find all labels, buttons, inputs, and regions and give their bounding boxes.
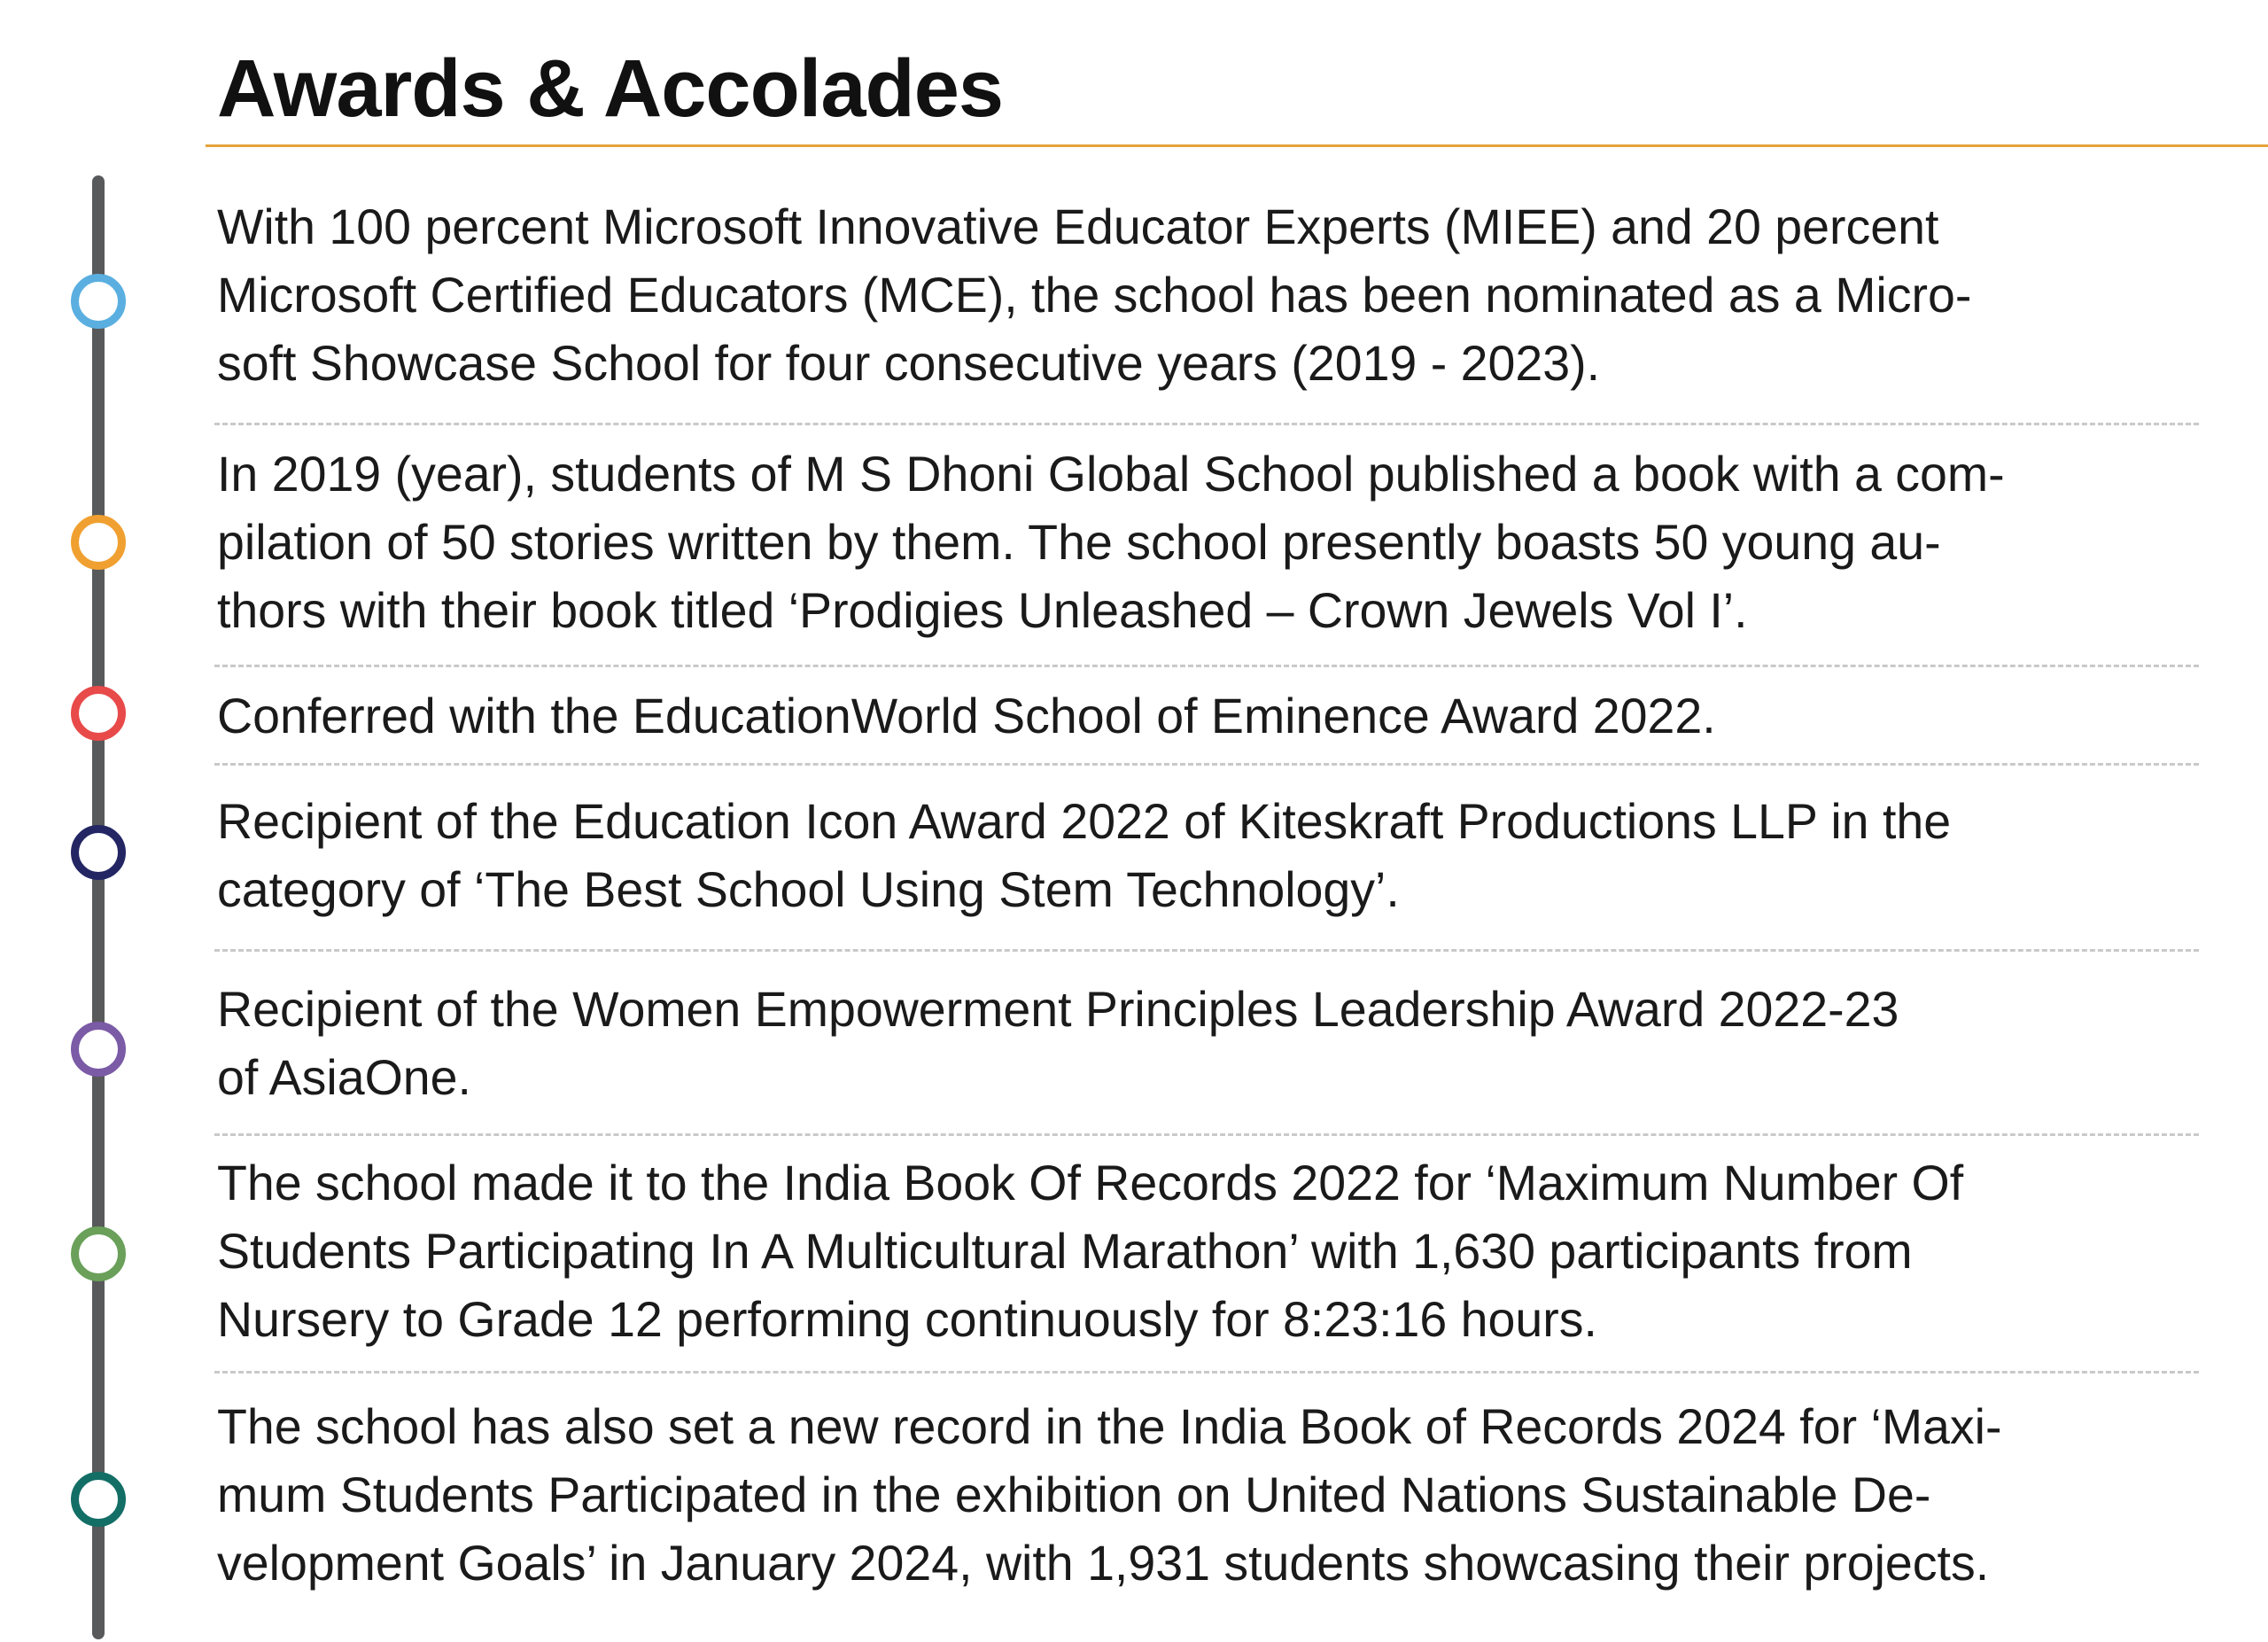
award-entry-line: Recipient of the Women Empowerment Principles Leadership Award 2022-23	[217, 982, 1899, 1037]
timeline-marker-7	[71, 1472, 126, 1527]
award-entry-line: of AsiaOne.	[217, 1050, 471, 1105]
award-entry-line: The school made it to the India Book Of Records 2022 for ‘Maximum Number Of	[217, 1156, 1964, 1210]
award-entry-line: velopment Goals’ in January 2024, with 1,931 students showcasing their projects.	[217, 1536, 1990, 1591]
entry-divider	[214, 665, 2199, 667]
timeline-marker-3	[71, 686, 126, 741]
award-entry-1	[217, 193, 2202, 398]
page-title: Awards & Accolades	[217, 43, 1004, 134]
award-entry-line: soft Showcase School for four consecutive years (2019 - 2023).	[217, 336, 1600, 391]
award-entry-line: Recipient of the Education Icon Award 2022 of Kiteskraft Productions LLP in the	[217, 794, 1952, 849]
title-underline	[206, 144, 2268, 147]
award-entry-3	[217, 682, 2202, 751]
award-entry-line: thors with their book titled ‘Prodigies Unleashed – Crown Jewels Vol I’.	[217, 583, 1748, 638]
award-entry-line: In 2019 (year), students of M S Dhoni Global School published a book with a com-	[217, 447, 2005, 502]
timeline-marker-2	[71, 515, 126, 570]
timeline-marker-1	[71, 274, 126, 329]
award-entry-6	[217, 1149, 2202, 1354]
award-entry-5	[217, 976, 2202, 1112]
award-entry-line: Students Participating In A Multicultural Marathon’ with 1,630 participants from	[217, 1224, 1913, 1279]
timeline-line	[92, 175, 105, 1639]
entry-divider	[214, 1371, 2199, 1374]
entry-divider	[214, 1133, 2199, 1136]
award-entry-line: With 100 percent Microsoft Innovative Educator Experts (MIEE) and 20 percent	[217, 199, 1939, 254]
award-entry-line: Microsoft Certified Educators (MCE), the school has been nominated as a Micro-	[217, 268, 1972, 323]
award-entry-2	[217, 440, 2202, 645]
award-entry-line: Conferred with the EducationWorld School of Eminence Award 2022.	[217, 689, 1716, 743]
award-entry-line: pilation of 50 stories written by them. The school presently boasts 50 young au-	[217, 515, 1941, 570]
timeline-marker-6	[71, 1226, 126, 1281]
award-entry-7	[217, 1393, 2202, 1598]
award-entry-line: category of ‘The Best School Using Stem Technology’.	[217, 862, 1400, 917]
entry-divider	[214, 423, 2199, 425]
award-entry-line: Nursery to Grade 12 performing continuously for 8:23:16 hours.	[217, 1292, 1597, 1347]
entry-divider	[214, 763, 2199, 766]
award-entry-line: mum Students Participated in the exhibition on United Nations Sustainable De-	[217, 1467, 1931, 1522]
timeline-marker-4	[71, 825, 126, 880]
award-entry-line: The school has also set a new record in the India Book of Records 2024 for ‘Maxi-	[217, 1399, 2002, 1454]
timeline-marker-5	[71, 1022, 126, 1077]
award-entry-4	[217, 788, 2202, 924]
entry-divider	[214, 949, 2199, 952]
